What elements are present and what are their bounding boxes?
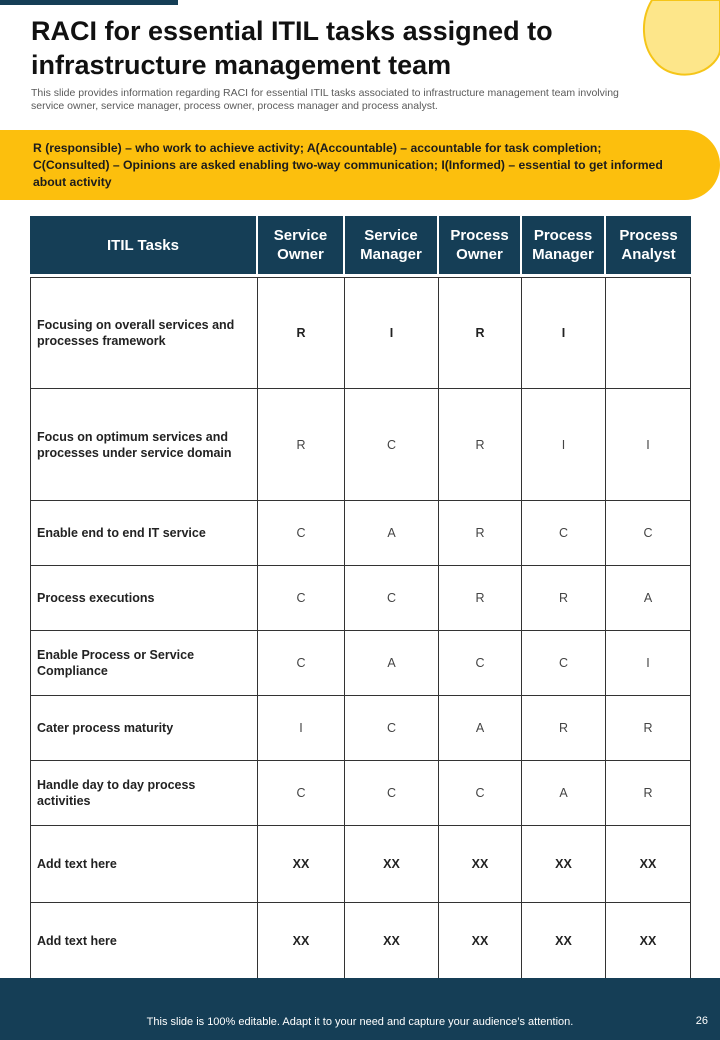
- raci-cell: A: [606, 566, 691, 631]
- raci-legend-banner: [0, 130, 720, 200]
- top-accent-bar: [0, 0, 178, 5]
- raci-cell: C: [606, 501, 691, 566]
- table-row: [30, 826, 691, 903]
- raci-cell: C: [439, 631, 522, 696]
- raci-cell: I: [345, 277, 439, 389]
- raci-cell: XX: [606, 826, 691, 903]
- raci-cell: A: [345, 631, 439, 696]
- table-row: [30, 631, 691, 696]
- raci-cell: C: [522, 501, 606, 566]
- footer-text: This slide is 100% editable. Adapt it to your need and capture your audience’s attention.: [146, 1016, 574, 1028]
- raci-cell: XX: [345, 903, 439, 980]
- raci-cell: [606, 277, 691, 389]
- task-cell: Add text here: [30, 826, 258, 903]
- task-cell: Enable end to end IT service: [30, 501, 258, 566]
- raci-cell: R: [258, 389, 345, 501]
- raci-cell: C: [345, 566, 439, 631]
- task-cell: Handle day to day process activities: [30, 761, 258, 826]
- raci-cell: C: [439, 761, 522, 826]
- raci-cell: R: [258, 277, 345, 389]
- task-cell: Focusing on overall services and processes framework: [30, 277, 258, 389]
- table-row: [30, 389, 691, 501]
- raci-cell: XX: [439, 826, 522, 903]
- raci-cell: C: [345, 696, 439, 761]
- table-header-row: [30, 216, 691, 274]
- header-process-owner: Process Owner: [439, 216, 522, 274]
- header-process-analyst: Process Analyst: [606, 216, 691, 274]
- raci-cell: XX: [606, 903, 691, 980]
- raci-cell: R: [522, 566, 606, 631]
- raci-cell: C: [258, 761, 345, 826]
- raci-cell: XX: [258, 903, 345, 980]
- task-cell: Add text here: [30, 903, 258, 980]
- table-row: [30, 696, 691, 761]
- raci-cell: XX: [522, 903, 606, 980]
- table-row: [30, 903, 691, 980]
- raci-cell: C: [345, 389, 439, 501]
- header-service-manager: Service Manager: [345, 216, 439, 274]
- task-cell: Enable Process or Service Compliance: [30, 631, 258, 696]
- raci-cell: R: [439, 389, 522, 501]
- raci-cell: XX: [345, 826, 439, 903]
- raci-cell: R: [439, 566, 522, 631]
- task-cell: Process executions: [30, 566, 258, 631]
- raci-cell: R: [439, 277, 522, 389]
- raci-table: [30, 216, 691, 980]
- task-cell: Focus on optimum services and processes under service domain: [30, 389, 258, 501]
- raci-cell: XX: [258, 826, 345, 903]
- raci-cell: A: [522, 761, 606, 826]
- table-row: [30, 566, 691, 631]
- task-cell: Cater process maturity: [30, 696, 258, 761]
- header-itil-tasks: ITIL Tasks: [30, 216, 258, 274]
- page-number: 26: [695, 1015, 708, 1027]
- raci-cell: XX: [522, 826, 606, 903]
- raci-legend-text: R (responsible) – who work to achieve activity; A(Accountable) – accountable for task completion; C(Consulted) – Opinions are asked enabling two-way communication; I(Informed) – essential to get informed about activity: [33, 141, 663, 189]
- header-service-owner: Service Owner: [258, 216, 345, 274]
- page-title: RACI for essential ITIL tasks assigned to infrastructure management team: [31, 16, 553, 80]
- table-row: [30, 501, 691, 566]
- page-subtitle: This slide provides information regarding RACI for essential ITIL tasks associated to infrastructure management team involving service owner, service manager, process owner, process manager and process analyst.: [31, 87, 619, 112]
- raci-cell: A: [345, 501, 439, 566]
- raci-cell: C: [258, 566, 345, 631]
- raci-cell: C: [345, 761, 439, 826]
- header-process-manager: Process Manager: [522, 216, 606, 274]
- raci-cell: R: [522, 696, 606, 761]
- raci-cell: I: [606, 389, 691, 501]
- raci-cell: C: [258, 631, 345, 696]
- raci-cell: I: [522, 277, 606, 389]
- raci-cell: I: [258, 696, 345, 761]
- raci-cell: I: [606, 631, 691, 696]
- raci-cell: R: [606, 696, 691, 761]
- raci-cell: C: [522, 631, 606, 696]
- decorative-blob: [620, 0, 720, 80]
- raci-cell: R: [606, 761, 691, 826]
- raci-cell: I: [522, 389, 606, 501]
- table-row: [30, 277, 691, 389]
- raci-cell: C: [258, 501, 345, 566]
- table-row: [30, 761, 691, 826]
- raci-cell: XX: [439, 903, 522, 980]
- raci-cell: A: [439, 696, 522, 761]
- footer-bar: [0, 978, 720, 1040]
- raci-cell: R: [439, 501, 522, 566]
